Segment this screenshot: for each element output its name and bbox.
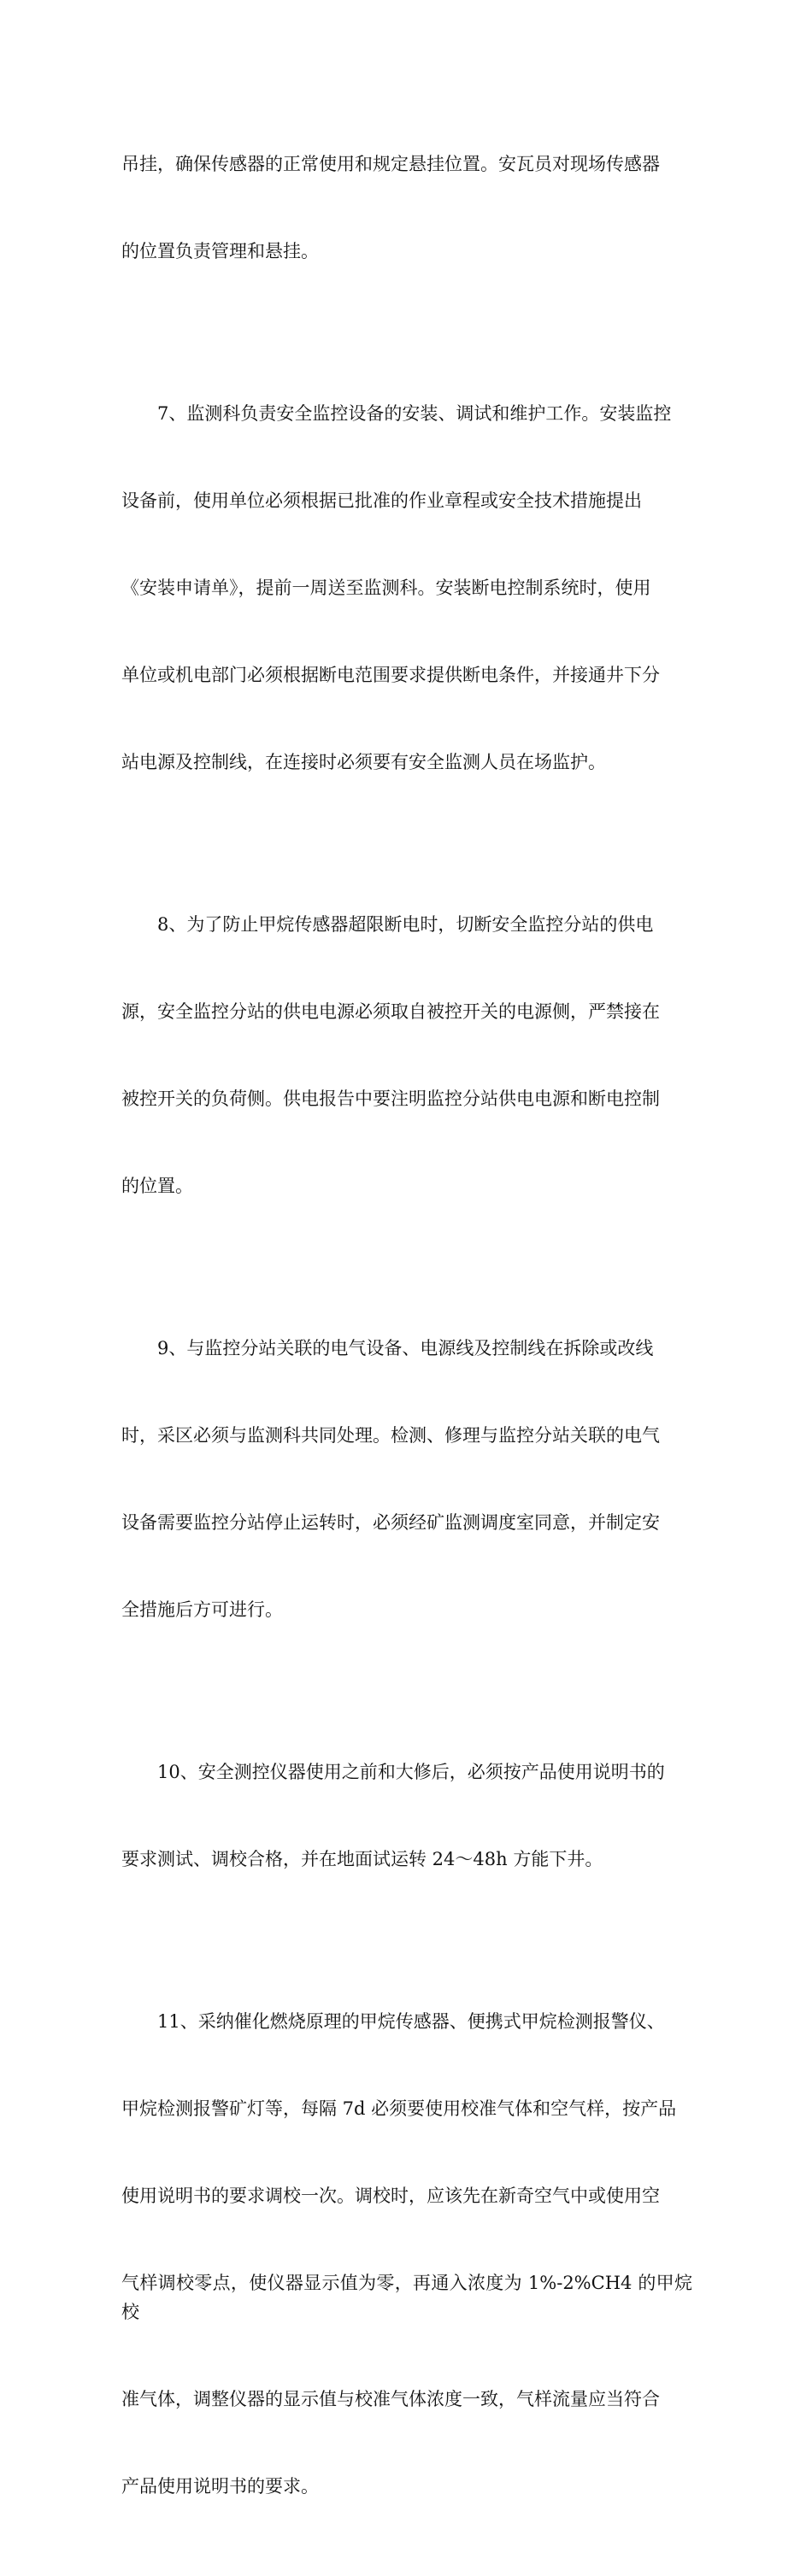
text-line: 气样调校零点，使仪器显示值为零，再通入浓度为 1%-2%CH4 的甲烷校 (121, 2273, 692, 2322)
text-line: 站电源及控制线，在连接时必须要有安全监测人员在场监护。 (121, 752, 606, 772)
paragraph-item-11 (121, 1949, 692, 2559)
text-line: 设备需要监控分站停止运转时，必须经矿监测调度室同意，并制定安 (121, 1512, 660, 1533)
text-line: 10、安全测控仪器使用之前和大修后，必须按产品使用说明书的 (157, 1762, 665, 1782)
document-page (121, 91, 692, 2576)
text-line: 9、与监控分站关联的电气设备、电源线及控制线在拆除或改线 (157, 1338, 654, 1358)
text-line: 源，安全监控分站的供电电源必须取自被控开关的电源侧，严禁接在 (121, 1001, 660, 1022)
text-line: 甲烷检测报警矿灯等，每隔 7d 必须要使用校准气体和空气样，按产品 (121, 2098, 677, 2119)
text-line: 7、监测科负责安全监控设备的安装、调试和维护工作。安装监控 (157, 403, 672, 424)
text-line: 的位置。 (121, 1176, 193, 1196)
text-line: 设备前，使用单位必须根据已批准的作业章程或安全技术措施提出 (121, 490, 642, 511)
paragraph-item-9 (121, 1276, 692, 1682)
text-line: 使用说明书的要求调校一次。调校时，应该先在新奇空气中或使用空 (121, 2186, 660, 2206)
paragraph-item-7 (121, 341, 692, 835)
paragraph-continuation (121, 91, 692, 324)
text-line: 准气体，调整仪器的显示值与校准气体浓度一致，气样流量应当符合 (121, 2389, 660, 2409)
text-line: 8、为了防止甲烷传感器超限断电时，切断安全监控分站的供电 (157, 914, 654, 935)
text-line: 产品使用说明书的要求。 (121, 2476, 319, 2497)
paragraph-item-10 (121, 1699, 692, 1932)
text-line: 被控开关的负荷侧。供电报告中要注明监控分站供电电源和断电控制 (121, 1088, 660, 1109)
text-line: 单位或机电部门必须根据断电范围要求提供断电条件，并接通井下分 (121, 665, 660, 685)
text-line: 的位置负责管理和悬挂。 (121, 241, 319, 261)
text-line: 《安装申请单》，提前一周送至监测科。安装断电控制系统时，使用 (121, 578, 651, 598)
paragraph-item-8 (121, 852, 692, 1259)
text-line: 吊挂，确保传感器的正常使用和规定悬挂位置。安瓦员对现场传感器 (121, 154, 660, 174)
text-line: 要求测试、调校合格，并在地面试运转 24～48h 方能下井。 (121, 1849, 603, 1869)
text-line: 全措施后方可进行。 (121, 1599, 283, 1620)
text-line: 11、采纳催化燃烧原理的甲烷传感器、便携式甲烷检测报警仪、 (157, 2011, 665, 2032)
text-line: 时，采区必须与监测科共同处理。检测、修理与监控分站关联的电气 (121, 1425, 660, 1446)
